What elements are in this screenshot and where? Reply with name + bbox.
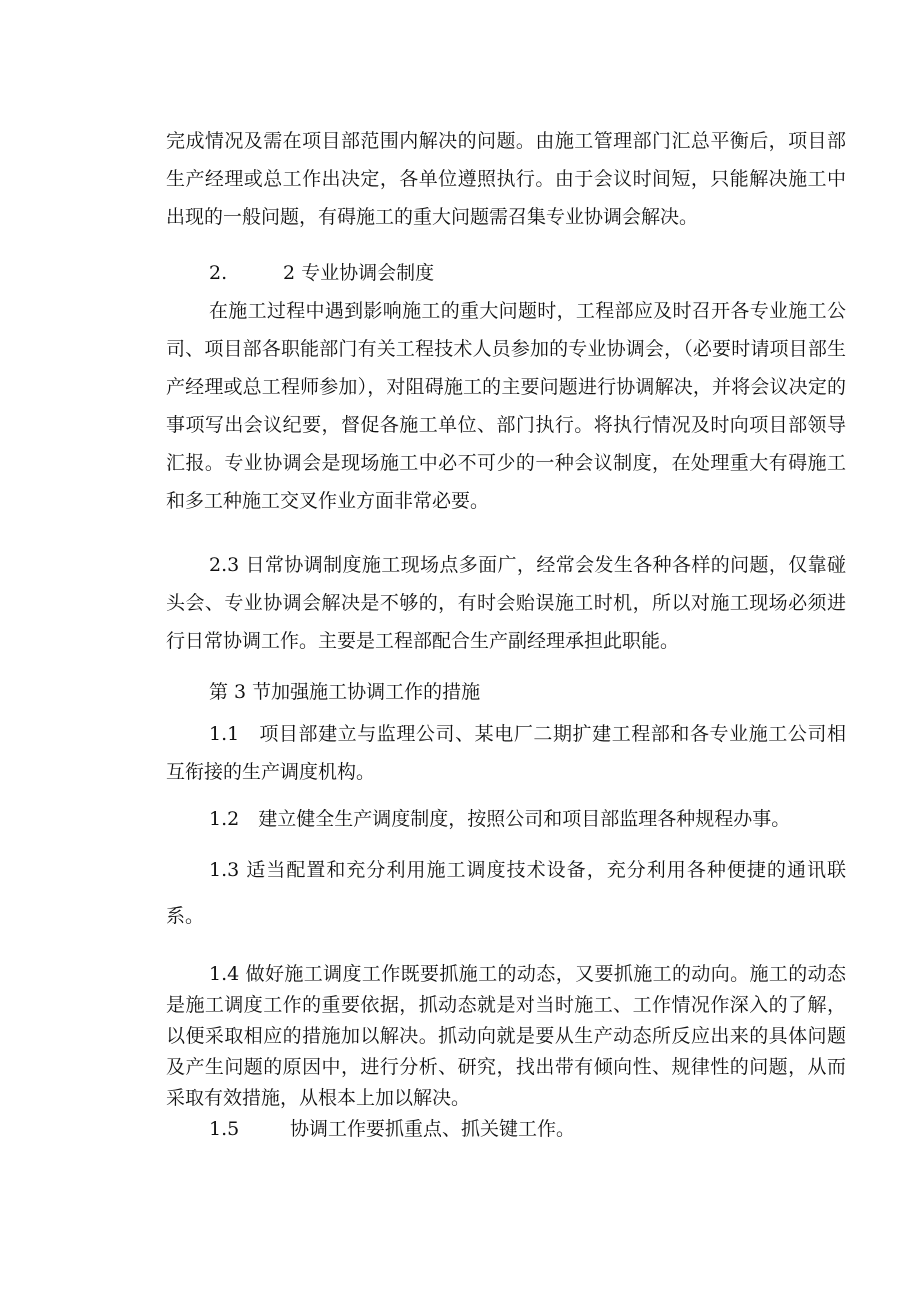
heading-1-5-number: 1.5 [209, 1118, 240, 1140]
heading-2-2-number: 2. [209, 262, 228, 284]
paragraph-2-2: 在施工过程中遇到影响施工的重大问题时，工程部应及时召开各专业施工公司、项目部各职能部门有关工程技术人员参加的专业协调会，（必要时请项目部生产经理或总工程师参加），对阻碍施工的主要问题进行协调解决，并将会议决定的事项写出会议纪要，督促各施工单位、部门执行。将执行情况及时向项目部领导汇报。专业协调会是现场施工中必不可少的一种会议制度，在处理重大有碍施工和多工种施工交叉作业方面非常必要。 [166, 300, 846, 512]
heading-1-5 [209, 1110, 575, 1148]
paragraph-2-3: 2.3 日常协调制度施工现场点多面广，经常会发生各种各样的问题，仅靠碰头会、专业协调会解决是不够的，有时会贻误施工时机，所以对施工现场必须进行日常协调工作。主要是工程部配合生产副经理承担此职能。 [166, 554, 846, 652]
paragraph-1-2: 1.2 建立健全生产调度制度，按照公司和项目部监理各种规程办事。 [209, 808, 791, 830]
paragraph-intro: 完成情况及需在项目部范围内解决的问题。由施工管理部门汇总平衡后，项目部生产经理或总工作出决定，各单位遵照执行。由于会议时间短，只能解决施工中出现的一般问题，有碍施工的重大问题需召集专业协调会解决。 [166, 130, 846, 228]
heading-1-5-text: 协调工作要抓重点、抓关键工作。 [290, 1118, 576, 1140]
heading-2-2 [209, 254, 434, 292]
paragraph-1-3: 1.3 适当配置和充分利用施工调度技术设备，充分利用各种便捷的通讯联系。 [166, 859, 846, 927]
paragraph-1-4: 1.4 做好施工调度工作既要抓施工的动态，又要抓施工的动向。施工的动态是施工调度工作的重要依据，抓动态就是对当时施工、工作情况作深入的了解，以便采取相应的措施加以解决。抓动向就是要从生产动态所反应出来的具体问题及产生问题的原因中，进行分析、研究，找出带有倾向性、规律性的问题，从而采取有效措施，从根本上加以解决。 [166, 963, 846, 1109]
paragraph-1-1: 1.1 项目部建立与监理公司、某电厂二期扩建工程部和各专业施工公司相互衔接的生产调度机构。 [166, 723, 846, 783]
heading-section-3: 第 3 节加强施工协调工作的措施 [209, 681, 481, 703]
heading-2-2-text: 2 专业协调会制度 [283, 262, 435, 284]
